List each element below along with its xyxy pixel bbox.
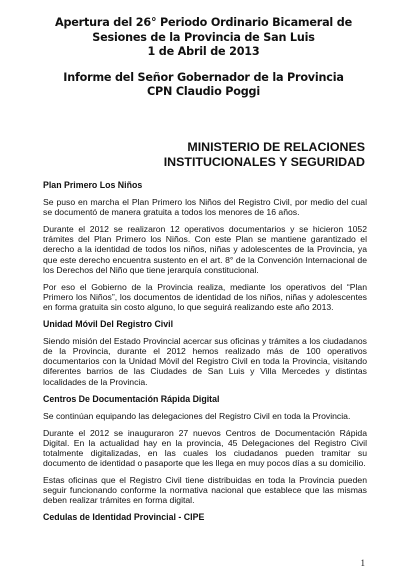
header-line-3: 1 de Abril de 2013 [147,45,260,59]
ministry-line-1: MINISTERIO DE RELACIONES [187,140,365,154]
paragraph: Por eso el Gobierno de la Provincia realiza, mediante los operativos del “Plan Primero los Niños”, los documentos de identidad de los niños, niñas y adolescentes en forma gratuita sin costo alguno, lo que seguirá realizando este año 2013. [43,281,367,312]
section-heading-cipe: Cedulas de Identidad Provincial - CIPE [43,512,205,523]
document-body [43,180,367,530]
section-heading-centros-documentacion: Centros De Documentación Rápida Digital [43,393,220,404]
header-line-4: Informe del Señor Gobernador de la Provincia [63,70,344,84]
paragraph: Se continúan equipando las delegaciones del Registro Civil en toda la Provincia. [43,410,351,421]
page-number: 1 [360,558,365,568]
section-heading-plan-primero-los-ninos: Plan Primero Los Niños [43,180,143,190]
header-line-2: Sesiones de la Provincia de San Luis [92,30,315,44]
document-header [40,16,367,100]
header-line-5: CPN Claudio Poggi [147,85,260,99]
ministry-line-2: INSTITUCIONALES Y SEGURIDAD [163,154,365,169]
paragraph: Siendo misión del Estado Provincial acercar sus oficinas y trámites a los ciudadanos de la Provincia, durante el 2012 hemos realizado más de 100 operativos documentarios con la Unidad Móvil del Registro Civil en toda la Provincia, visitando diferentes barrios de las Ciudades de San Luis y Villa Mercedes y distintas localidades de la Provincia. [43,336,367,387]
paragraph: Estas oficinas que el Registro Civil tiene distribuidas en toda la Provincia pueden seguir funcionando conforme la normativa nacional que establece que las mismas deben realizar trámites en forma digital. [43,475,367,506]
paragraph: Durante el 2012 se inauguraron 27 nuevos Centros de Documentación Rápida Digital. En la actualidad hay en la provincia, 45 Delegaciones del Registro Civil totalmente digitalizadas, en las cuales los ciudadanos pueden tramitar su documento de identidad o pasaporte que les llega en muy pocos días a su domicilio. [43,427,367,469]
paragraph: Durante el 2012 se realizaron 12 operativos documentarios y se hicieron 1052 trámites del Plan Primero los Niños. Con este Plan se mantiene garantizado el derecho a la identidad de todos los niños, niñas y adolescentes de la Provincia, ya que este derecho encuentra sustento en el art. 8° de la Convención Internacional de los Derechos del Niño que tiene jerarquía constitucional. [43,224,367,275]
ministry-title [25,140,365,169]
section-heading-unidad-movil: Unidad Móvil Del Registro Civil [43,319,174,330]
header-line-1: Apertura del 26° Periodo Ordinario Bicameral de [55,16,352,29]
paragraph: Se puso en marcha el Plan Primero los Niños del Registro Civil, por medio del cual se documentó de manera gratuita a todos los menores de 16 años. [43,197,367,218]
